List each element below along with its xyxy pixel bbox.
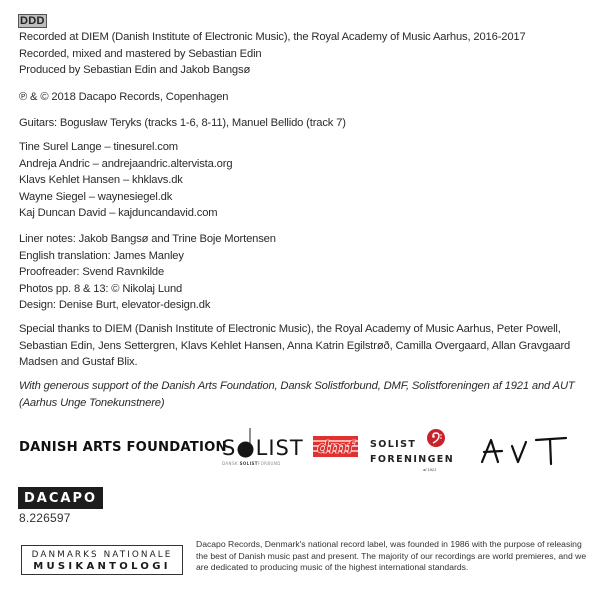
solistforeningen-logo: [370, 429, 465, 473]
catalog-number: 8.226597: [19, 511, 71, 525]
recording-line: Recorded, mixed and mastered by Sebastian Edin: [19, 47, 262, 60]
dmf-logo: [313, 436, 358, 457]
solist-sub-bold: SOLIST: [239, 461, 258, 466]
aut-letter-t-stem: [550, 439, 551, 464]
production-credits: [19, 231, 276, 314]
special-thanks: Special thanks to DIEM (Danish Institute of Electronic Music), the Royal Academy of Music Aarhus, Peter Powell, Sebastian Edin, Jens Settergren, Klavs Kehlet Hansen, Anna Katrin Egilstrøð, Camilla Overgaard, Allan Gravgaard Madsen and Gustaf Blix.: [19, 323, 571, 369]
solist-wordmark: S●LIST: [222, 436, 304, 460]
solistforeningen-line2: FORENINGEN: [370, 454, 455, 465]
credit-item: Liner notes: Jakob Bangsø and Trine Boje Mortensen: [19, 233, 276, 245]
dansk-solistforbund-logo: [222, 428, 304, 468]
solistforeningen-line3: af 1921: [423, 467, 437, 472]
bass-clef-icon: [427, 429, 445, 447]
dmf-logo-text: dmf: [316, 438, 355, 457]
about-dacapo: Dacapo Records, Denmark's national record label, was founded in 1986 with the purpose of releasing the best of Danish music past and present. The majority of our recordings are world premieres, and we are dedicated to producing music of the highest international standards.: [196, 539, 587, 573]
composer-item: Tine Surel Lange – tinesurel.com: [19, 141, 178, 153]
aut-logo: [480, 432, 570, 468]
dmn-line1: DANMARKS NATIONALE: [31, 550, 173, 560]
dmn-line2: MUSIKANTOLOGI: [33, 561, 171, 572]
composer-item: Wayne Siegel – waynesiegel.dk: [19, 190, 173, 203]
recording-line: Recorded at DIEM (Danish Institute of Electronic Music), the Royal Academy of Music Aarhus, 2016-2017: [19, 31, 526, 43]
solistforeningen-line1: SOLIST: [370, 439, 417, 450]
composers-list: [19, 139, 232, 222]
danmarks-nationale-musikantologi-logo: [21, 545, 183, 575]
recording-info: [19, 29, 526, 79]
credit-item: Photos pp. 8 & 13: © Nikolaj Lund: [19, 282, 183, 295]
composer-item: Klavs Kehlet Hansen – khklavs.dk: [19, 174, 183, 187]
solist-sub-suffix: FORBUND: [257, 461, 281, 466]
support-statement: With generous support of the Danish Arts Foundation, Dansk Solistforbund, DMF, Solistforeningen af 1921 and AUT (Aarhus Unge Tonekunstnere): [19, 380, 575, 409]
danish-arts-foundation-logo: DANISH ARTS FOUNDATION: [19, 440, 227, 455]
credit-item: Design: Denise Burt, elevator-design.dk: [19, 299, 211, 312]
dacapo-logo: DACAPO: [18, 487, 103, 509]
solist-subtitle: [222, 461, 281, 466]
composer-item: Andreja Andric – andrejaandric.altervista.org: [19, 157, 233, 170]
ddd-badge: DDD: [20, 15, 45, 27]
recording-line: Produced by Sebastian Edin and Jakob Bangsø: [19, 64, 251, 77]
credit-item: Proofreader: Svend Ravnkilde: [19, 266, 165, 279]
credit-item: English translation: James Manley: [19, 249, 184, 262]
solist-sub-prefix: DANSK: [222, 461, 240, 466]
aut-letter-v: [512, 442, 526, 462]
composer-item: Kaj Duncan David – kajduncandavid.com: [19, 207, 218, 220]
guitars-credit: Guitars: Bogusław Teryks (tracks 1-6, 8-11), Manuel Bellido (track 7): [19, 117, 346, 129]
aut-letter-a-bar: [484, 451, 502, 452]
copyright: ℗ & © 2018 Dacapo Records, Copenhagen: [19, 91, 229, 103]
